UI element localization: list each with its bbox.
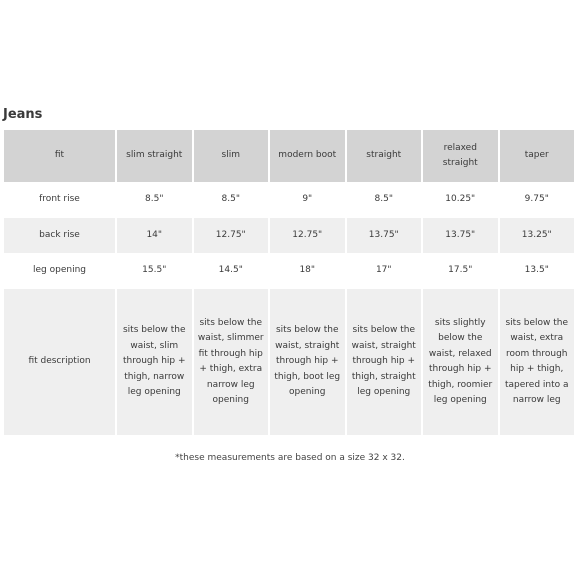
table-cell: 14" <box>117 218 192 253</box>
table-cell: 13.25" <box>500 218 575 253</box>
table-header-row <box>4 130 574 182</box>
row-label: back rise <box>4 218 115 253</box>
footnote: *these measurements are based on a size 32 x 32. <box>175 453 405 463</box>
table-cell: 10.25" <box>445 194 476 205</box>
table-cell: 8.5" <box>145 194 164 205</box>
header-cell-slim-straight: slim straight <box>117 130 192 182</box>
table-cell: sits below the waist, extra room through hip + thigh, tapered into a narrow leg <box>500 289 575 435</box>
header-cell-slim: slim <box>194 130 269 182</box>
table-cell: 12.75" <box>270 218 345 253</box>
table-cell: sits below the waist, straight through hip + thigh, boot leg opening <box>270 289 345 435</box>
table-title: Jeans <box>3 107 43 122</box>
table-row-back-rise <box>4 218 574 253</box>
table-cell: 17" <box>375 265 392 276</box>
table-cell: sits slightly below the waist, relaxed through hip + thigh, roomier leg opening <box>423 289 498 435</box>
size-chart-table <box>2 128 576 437</box>
table-cell: 18" <box>299 265 316 276</box>
row-label: fit description <box>4 289 115 435</box>
header-cell-straight: straight <box>347 130 422 182</box>
table-row-front-rise <box>4 184 574 216</box>
header-cell-taper: taper <box>500 130 575 182</box>
row-label: leg opening <box>33 265 86 276</box>
table-cell: 8.5" <box>221 194 240 205</box>
table-row-fit-description <box>4 289 574 435</box>
table-cell: 14.5" <box>218 265 243 276</box>
header-cell-modern-boot: modern boot <box>270 130 345 182</box>
table-cell: sits below the waist, slim through hip + thigh, narrow leg opening <box>117 289 192 435</box>
table-cell: 13.75" <box>423 218 498 253</box>
table-cell: 13.75" <box>347 218 422 253</box>
table-cell: sits below the waist, slimmer fit through hip + thigh, extra narrow leg opening <box>194 289 269 435</box>
header-cell-fit: fit <box>4 130 115 182</box>
header-cell-relaxed-straight: relaxed straight <box>423 130 498 182</box>
table-cell: 17.5" <box>448 265 473 276</box>
table-cell: sits below the waist, straight through hip + thigh, straight leg opening <box>347 289 422 435</box>
table-cell: 12.75" <box>194 218 269 253</box>
table-row-leg-opening <box>4 255 574 287</box>
table-cell: 15.5" <box>142 265 167 276</box>
row-label: front rise <box>39 194 80 205</box>
table-cell: 8.5" <box>374 194 393 205</box>
table-cell: 9" <box>302 194 313 205</box>
table-cell: 9.75" <box>524 194 549 205</box>
table-cell: 13.5" <box>524 265 549 276</box>
